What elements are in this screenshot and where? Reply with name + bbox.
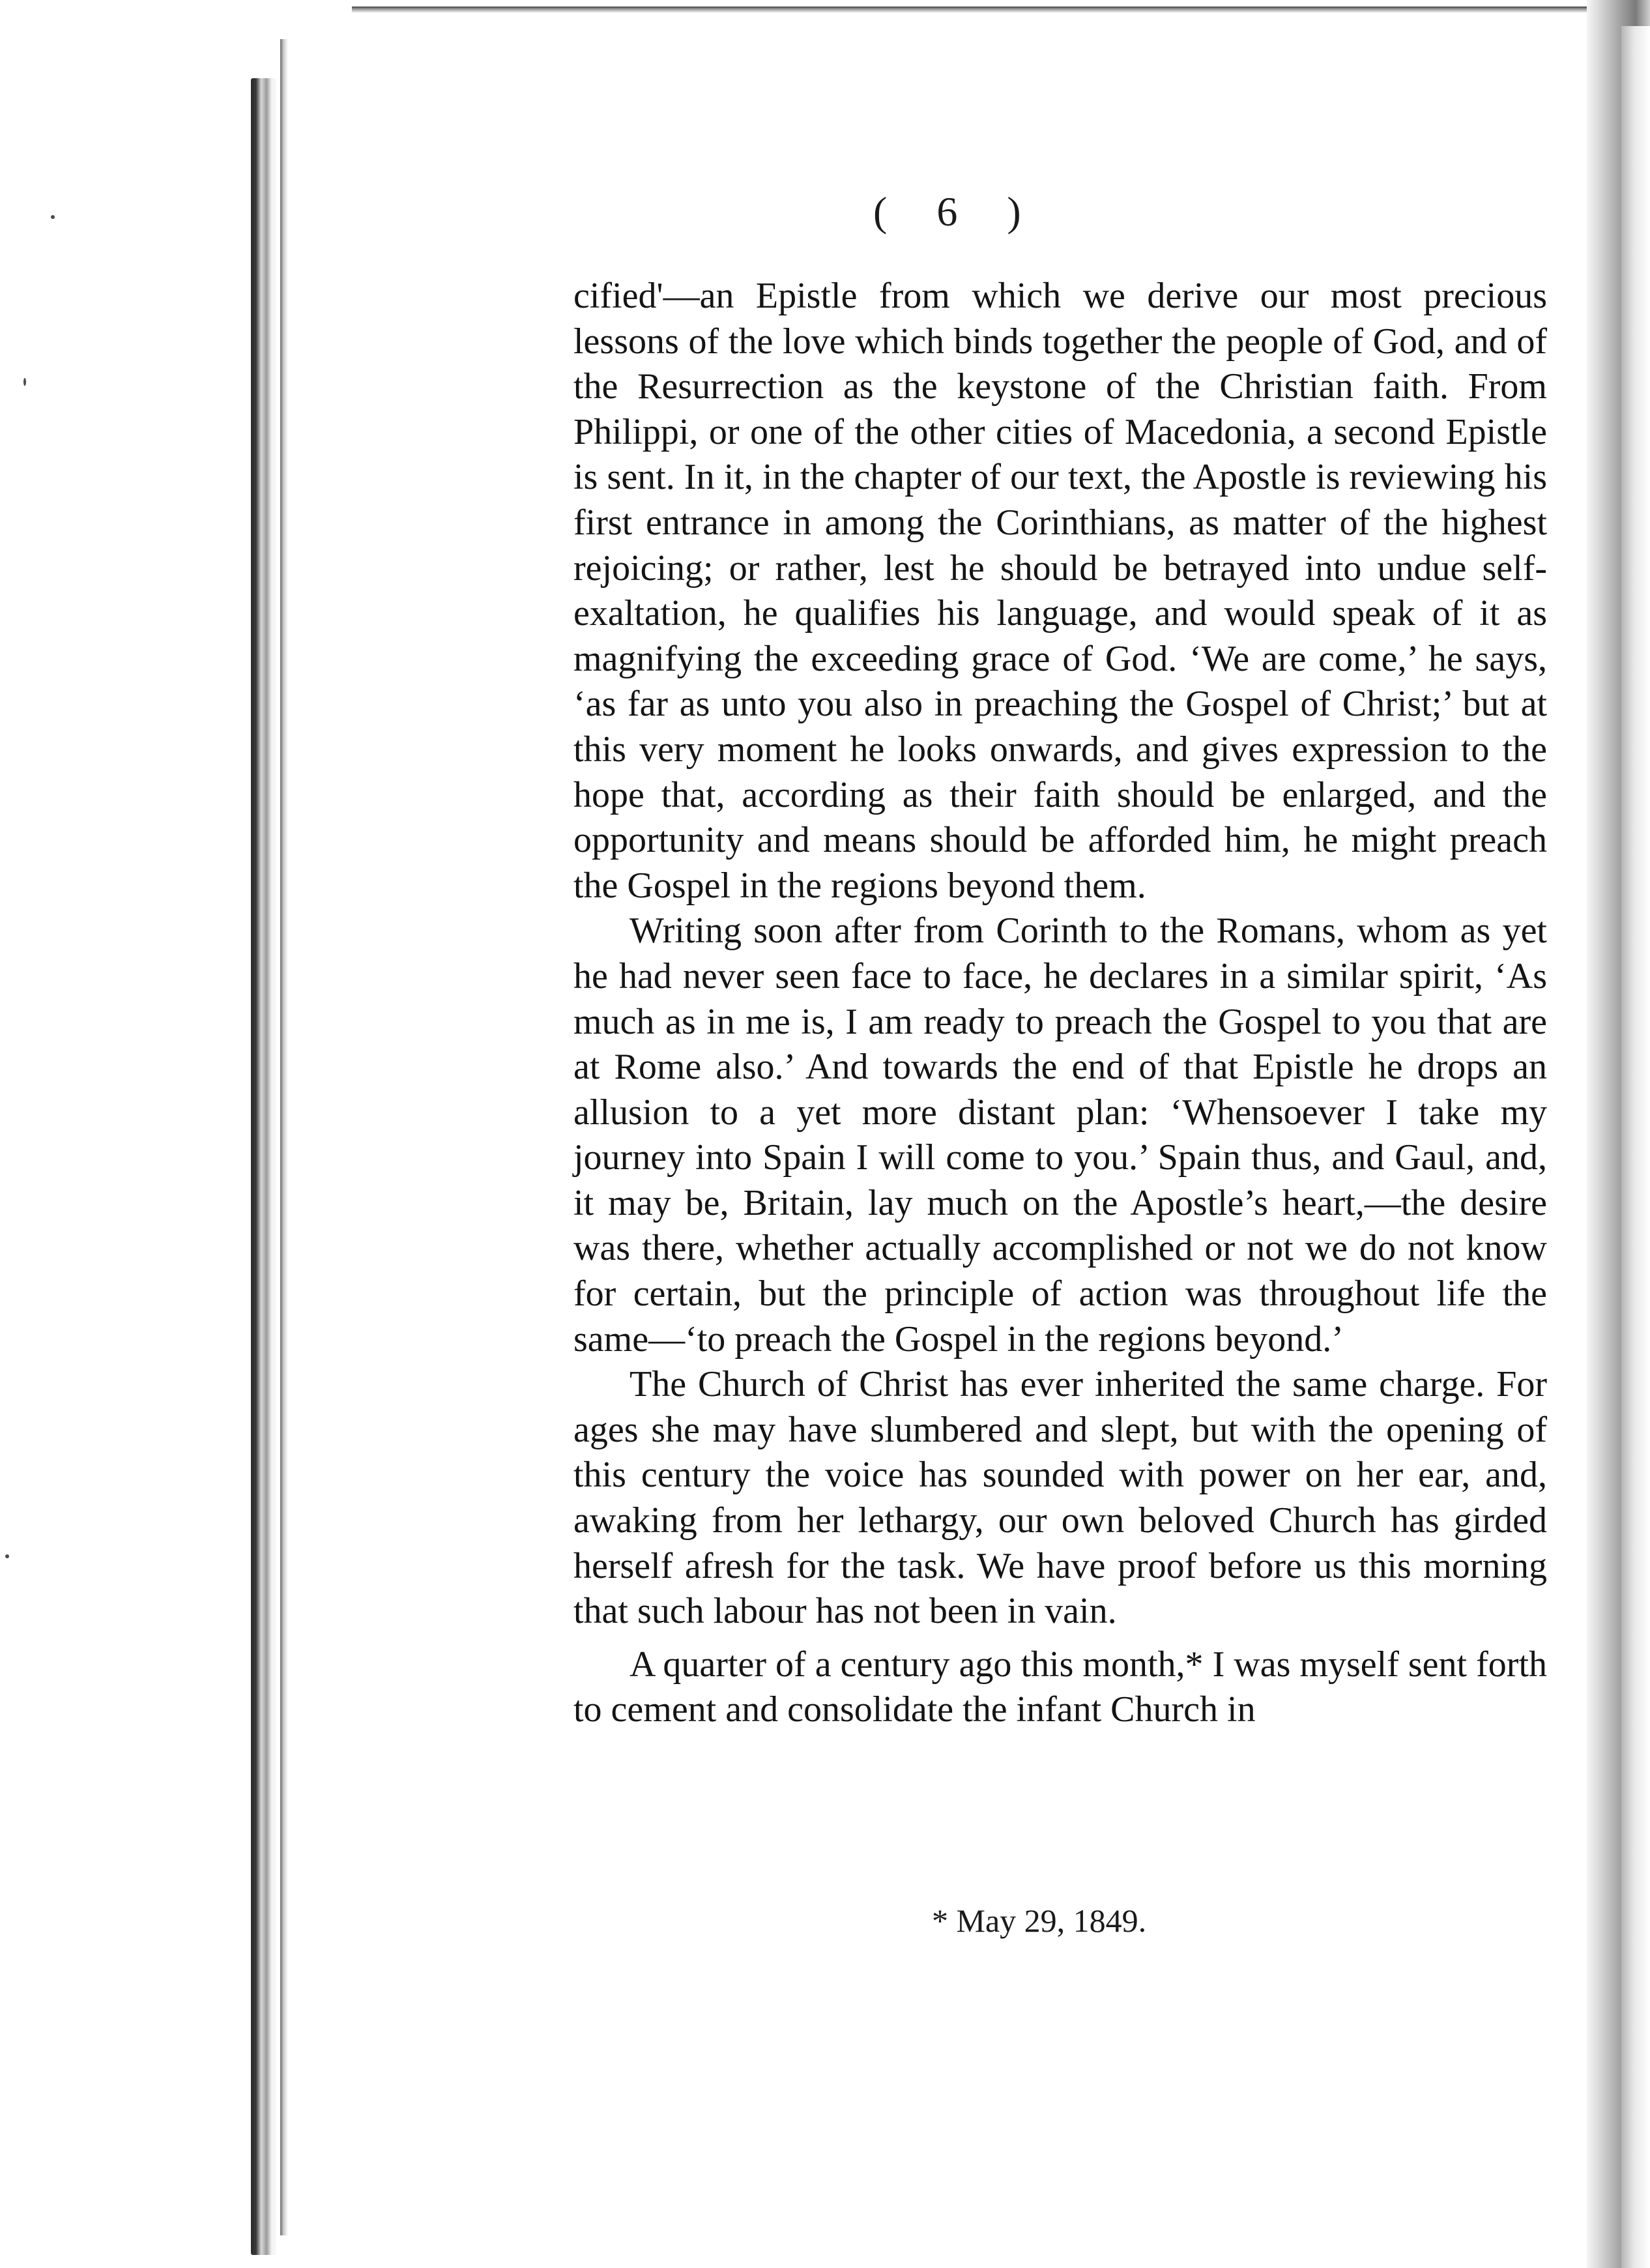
page-number: ( 6 ) [873, 188, 1041, 235]
paragraph: A quarter of a century ago this month,* I was myself sent forth to cement and consolidate the infant Church in [573, 1644, 1547, 1730]
footnote: * May 29, 1849. [932, 1902, 1147, 1939]
page-left-edge [251, 78, 276, 2255]
page-fold-edge [280, 39, 293, 2235]
paragraph: Writing soon after from Corinth to the Romans, whom as yet he had never seen face to face, he declares in a similar spirit, ‘As much as in me is, I am ready to preach the Gospel to you that are at Rome also.’ And towards the end of that Epistle he drops an allusion to a yet more distant plan: ‘Whensoever I take my journey into Spain I will come to you.’ Spain thus, and Gaul, and, it may be, Britain, lay much on the Apostle’s heart,—the desire was there, whether actually accomplished or not we do not know for certain, but the principle of action was throughout life the same—‘to preach the Gospel in the regions beyond.’ [573, 910, 1547, 1359]
scan-speck [5, 1554, 9, 1558]
page-right-strip [1621, 26, 1650, 2268]
scan-speck [51, 215, 55, 219]
body-text [573, 274, 1547, 1733]
page-top-edge [352, 7, 1590, 13]
scan-speck [23, 378, 26, 386]
paragraph: The Church of Christ has ever inherited the same charge. For ages she may have slumbered and slept, but with the opening of this century the voice has sounded with power on her ear, and, awaking from her lethargy, our own beloved Church has girded herself afresh for the task. We have proof before us this morning that such labour has not been in vain. [573, 1364, 1547, 1632]
paragraph: cified'—an Epistle from which we derive our most precious lessons of the love which binds together the people of God, and of the Resurrection as the keystone of the Christian faith. From Philippi, or one of the other cities of Macedonia, a second Epistle is sent. In it, in the chapter of our text, the Apostle is reviewing his first entrance in among the Corinthians, as matter of the highest rejoicing; or rather, lest he should be betrayed into undue self-exaltation, he qualifies his language, and would speak of it as magnifying the exceeding grace of God. ‘We are come,’ he says, ‘as far as unto you also in preaching the Gospel of Christ;’ but at this very moment he looks onwards, and gives expression to the hope that, according as their faith should be enlarged, and the opportunity and means should be afforded him, he might preach the Gospel in the regions beyond them. [573, 276, 1547, 906]
